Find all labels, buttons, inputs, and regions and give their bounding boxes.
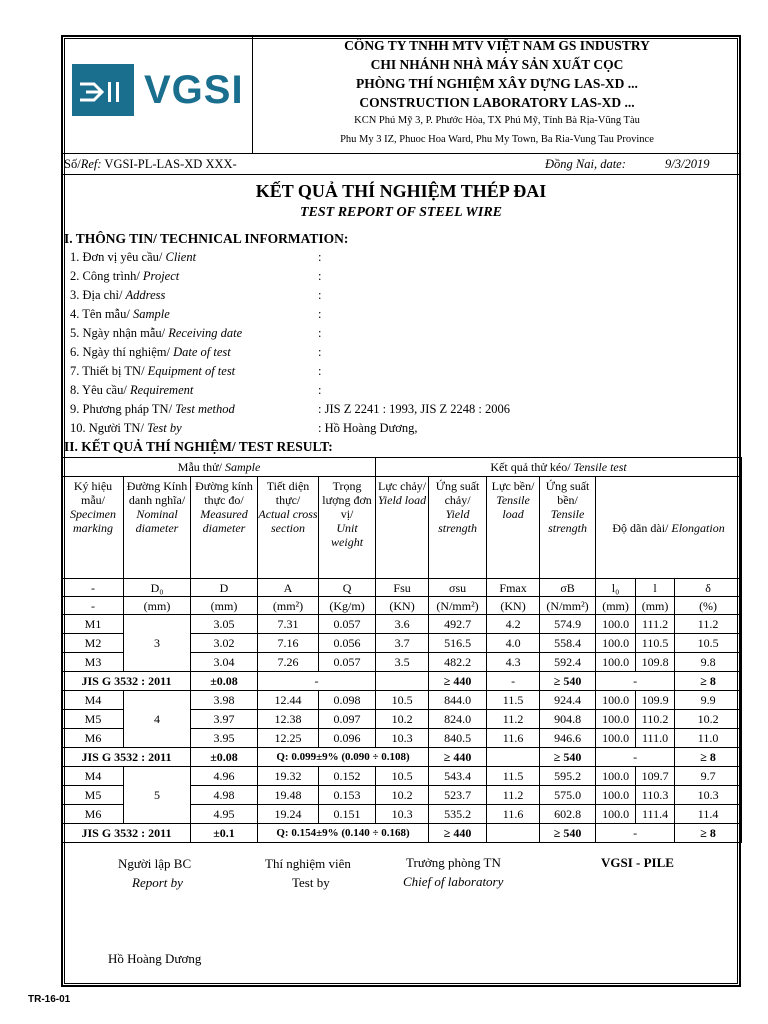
- company-sign-label: VGSI - PILE: [601, 855, 674, 870]
- table-cell: 10.5: [675, 634, 742, 653]
- column-header: Ký hiệu mẫu/ Specimen marking: [63, 477, 124, 579]
- table-cell: 9.7: [675, 767, 742, 786]
- column-header: Lực bền/ Tensile load: [487, 477, 540, 579]
- tensile-strength-requirement: ≥ 540: [540, 824, 596, 843]
- table-cell: M5: [63, 710, 124, 729]
- table-cell: 0.098: [319, 691, 376, 710]
- table-cell: 558.4: [540, 634, 596, 653]
- table-cell: 19.24: [258, 805, 319, 824]
- table-cell: 3.5: [376, 653, 429, 672]
- table-cell: 3.05: [191, 615, 258, 634]
- table-cell: 4.96: [191, 767, 258, 786]
- table-cell: 111.2: [636, 615, 675, 634]
- symbol-cell: -: [63, 579, 124, 597]
- info-value: :: [318, 364, 322, 378]
- table-cell: 4.0: [487, 634, 540, 653]
- symbol-cell: Fmax: [487, 579, 540, 597]
- unit-cell: (N/mm²): [429, 597, 487, 615]
- table-cell: 10.2: [675, 710, 742, 729]
- tensile-load-requirement: [487, 824, 540, 843]
- table-cell: 3.7: [376, 634, 429, 653]
- table-cell: 11.0: [675, 729, 742, 748]
- header-bottom-line: [62, 153, 740, 154]
- table-cell: 574.9: [540, 615, 596, 634]
- result-table: [62, 457, 742, 843]
- column-header: Trọng lượng đơn vị/ Unit weight: [319, 477, 376, 579]
- length-requirement: -: [596, 824, 675, 843]
- tensile-strength-requirement: ≥ 540: [540, 748, 596, 767]
- standard-row: [63, 748, 742, 767]
- table-cell: 595.2: [540, 767, 596, 786]
- weight-requirement: Q: 0.154±9% (0.140 ÷ 0.168): [258, 824, 429, 843]
- elongation-requirement: ≥ 8: [675, 748, 742, 767]
- table-cell: 11.2: [487, 710, 540, 729]
- nominal-diameter: 5: [124, 767, 191, 824]
- symbol-cell: Q: [319, 579, 376, 597]
- standard-name: JIS G 3532 : 2011: [63, 672, 191, 691]
- info-label: 2. Công trình/ Project: [70, 269, 180, 283]
- table-cell: 592.4: [540, 653, 596, 672]
- info-label: 5. Ngày nhận mẫu/ Receiving date: [70, 326, 243, 340]
- table-cell: M4: [63, 767, 124, 786]
- unit-cell: (N/mm²): [540, 597, 596, 615]
- table-cell: 3.95: [191, 729, 258, 748]
- address-en: Phu My 3 IZ, Phuoc Hoa Ward, Phu My Town, Ba Ria-Vung Tau Province: [340, 134, 654, 145]
- company-branch: CHI NHÁNH NHÀ MÁY SẢN XUẤT CỌC: [370, 57, 624, 72]
- symbol-cell: σsu: [429, 579, 487, 597]
- info-value: : JIS Z 2241 : 1993, JIS Z 2248 : 2006: [318, 402, 511, 416]
- column-header: Đường kính thực đo/ Measured diameter: [191, 477, 258, 579]
- table-cell: 109.8: [636, 653, 675, 672]
- table-cell: 543.4: [429, 767, 487, 786]
- unit-cell: (KN): [376, 597, 429, 615]
- length-requirement: -: [596, 748, 675, 767]
- table-cell: 110.3: [636, 786, 675, 805]
- unit-cell: (mm): [636, 597, 675, 615]
- diameter-tolerance: ±0.08: [191, 748, 258, 767]
- info-value: :: [318, 326, 322, 340]
- table-cell: 492.7: [429, 615, 487, 634]
- table-cell: 3.04: [191, 653, 258, 672]
- header-divider: [252, 36, 253, 153]
- table-cell: 7.31: [258, 615, 319, 634]
- table-cell: 19.48: [258, 786, 319, 805]
- table-cell: M3: [63, 653, 124, 672]
- column-header: Ứng suất chảy/ Yield strength: [429, 477, 487, 579]
- table-cell: 0.057: [319, 615, 376, 634]
- yield-strength-requirement: ≥ 440: [429, 748, 487, 767]
- table-cell: 3.98: [191, 691, 258, 710]
- table-cell: 100.0: [596, 653, 636, 672]
- symbol-cell: δ: [675, 579, 742, 597]
- standard-row: [63, 824, 742, 843]
- table-cell: 482.2: [429, 653, 487, 672]
- unit-cell: (mm²): [258, 597, 319, 615]
- table-cell: 0.057: [319, 653, 376, 672]
- table-cell: 824.0: [429, 710, 487, 729]
- weight-requirement: Q: 0.099±9% (0.090 ÷ 0.108): [258, 748, 429, 767]
- standard-row: [63, 672, 742, 691]
- table-cell: 9.8: [675, 653, 742, 672]
- tensile-group-header: Kết quả thử kéo/ Tensile test: [376, 458, 742, 477]
- symbol-cell: D₀: [124, 579, 191, 597]
- nominal-diameter: 4: [124, 691, 191, 748]
- table-cell: 904.8: [540, 710, 596, 729]
- diameter-tolerance: ±0.08: [191, 672, 258, 691]
- sample-group-header: Mẫu thử/ Sample: [63, 458, 376, 477]
- table-cell: 100.0: [596, 691, 636, 710]
- info-label: 10. Người TN/ Test by: [70, 421, 182, 435]
- section-technical-info: I. THÔNG TIN/ TECHNICAL INFORMATION:: [64, 231, 349, 246]
- length-requirement: -: [596, 672, 675, 691]
- unit-cell: (%): [675, 597, 742, 615]
- table-row: [63, 767, 742, 786]
- tester-label-en: Test by: [292, 875, 330, 890]
- nominal-diameter: 3: [124, 615, 191, 672]
- table-cell: 100.0: [596, 767, 636, 786]
- table-cell: 10.2: [376, 786, 429, 805]
- standard-name: JIS G 3532 : 2011: [63, 748, 191, 767]
- chief-label-vn: Trưởng phòng TN: [406, 855, 501, 870]
- ref-line: Số/Ref: VGSI-PL-LAS-XD XXX-: [64, 157, 237, 171]
- table-cell: 12.25: [258, 729, 319, 748]
- table-cell: 12.38: [258, 710, 319, 729]
- unit-cell: (mm): [596, 597, 636, 615]
- unit-cell: (mm): [191, 597, 258, 615]
- table-cell: 100.0: [596, 786, 636, 805]
- table-cell: 0.152: [319, 767, 376, 786]
- lab-name-en: CONSTRUCTION LABORATORY LAS-XD ...: [359, 95, 635, 110]
- company-name: CÔNG TY TNHH MTV VIỆT NAM GS INDUSTRY: [344, 38, 650, 53]
- logo-mark-icon: [72, 64, 134, 116]
- column-header: Ứng suất bền/ Tensile strength: [540, 477, 596, 579]
- table-cell: 100.0: [596, 729, 636, 748]
- column-header: Đường Kính danh nghĩa/ Nominal diameter: [124, 477, 191, 579]
- table-cell: 100.0: [596, 805, 636, 824]
- lab-name-vn: PHÒNG THÍ NGHIỆM XÂY DỰNG LAS-XD ...: [356, 76, 638, 91]
- table-cell: 840.5: [429, 729, 487, 748]
- section-test-result: II. KẾT QUẢ THÍ NGHIỆM/ TEST RESULT:: [64, 439, 333, 454]
- yield-load-requirement: [376, 672, 429, 691]
- logo-text: VGSI: [144, 68, 244, 112]
- table-cell: 4.95: [191, 805, 258, 824]
- symbol-cell: Fsu: [376, 579, 429, 597]
- table-cell: 523.7: [429, 786, 487, 805]
- address-vn: KCN Phú Mỹ 3, P. Phước Hòa, TX Phú Mỹ, Tỉnh Bà Rịa-Vũng Tàu: [354, 115, 640, 126]
- table-cell: 535.2: [429, 805, 487, 824]
- table-cell: 4.3: [487, 653, 540, 672]
- info-label: 4. Tên mẫu/ Sample: [70, 307, 170, 321]
- standard-name: JIS G 3532 : 2011: [63, 824, 191, 843]
- form-code: TR-16-01: [28, 994, 71, 1005]
- table-cell: 11.2: [487, 786, 540, 805]
- table-cell: M2: [63, 634, 124, 653]
- table-cell: 4.98: [191, 786, 258, 805]
- table-cell: M6: [63, 805, 124, 824]
- table-cell: 844.0: [429, 691, 487, 710]
- symbol-cell: σB: [540, 579, 596, 597]
- table-cell: 516.5: [429, 634, 487, 653]
- table-cell: 11.5: [487, 691, 540, 710]
- ref-bottom-line: [62, 174, 740, 175]
- table-cell: 11.2: [675, 615, 742, 634]
- tensile-load-requirement: -: [487, 672, 540, 691]
- report-by-label-vn: Người lập BC: [118, 856, 192, 871]
- symbol-cell: A: [258, 579, 319, 597]
- table-cell: 9.9: [675, 691, 742, 710]
- table-cell: 110.5: [636, 634, 675, 653]
- table-cell: 3.02: [191, 634, 258, 653]
- table-cell: 11.6: [487, 805, 540, 824]
- column-header: Độ dãn dài/ Elongation: [596, 477, 742, 579]
- yield-strength-requirement: ≥ 440: [429, 824, 487, 843]
- table-cell: 7.16: [258, 634, 319, 653]
- symbol-cell: l: [636, 579, 675, 597]
- info-value: :: [318, 345, 322, 359]
- table-cell: 111.4: [636, 805, 675, 824]
- info-value: :: [318, 269, 322, 283]
- table-cell: 0.153: [319, 786, 376, 805]
- table-cell: 11.6: [487, 729, 540, 748]
- table-cell: 10.3: [675, 786, 742, 805]
- vgsi-logo: [72, 64, 244, 116]
- table-cell: 100.0: [596, 615, 636, 634]
- table-cell: 10.2: [376, 710, 429, 729]
- table-cell: 100.0: [596, 710, 636, 729]
- info-label: 7. Thiết bị TN/ Equipment of test: [70, 364, 236, 378]
- table-cell: 10.3: [376, 805, 429, 824]
- info-value: :: [318, 383, 322, 397]
- info-value: :: [318, 250, 322, 264]
- tensile-strength-requirement: ≥ 540: [540, 672, 596, 691]
- table-cell: 7.26: [258, 653, 319, 672]
- table-cell: 946.6: [540, 729, 596, 748]
- table-cell: 602.8: [540, 805, 596, 824]
- table-cell: 110.2: [636, 710, 675, 729]
- table-cell: 10.5: [376, 691, 429, 710]
- weight-requirement: -: [258, 672, 376, 691]
- chief-label-en: Chief of laboratory: [403, 874, 504, 889]
- info-label: 1. Đơn vị yêu cầu/ Client: [70, 250, 197, 264]
- elongation-requirement: ≥ 8: [675, 672, 742, 691]
- report-title-en: TEST REPORT OF STEEL WIRE: [299, 205, 502, 220]
- symbol-cell: D: [191, 579, 258, 597]
- table-cell: 3.97: [191, 710, 258, 729]
- table-cell: M6: [63, 729, 124, 748]
- table-cell: 575.0: [540, 786, 596, 805]
- info-value: : Hồ Hoàng Dương,: [318, 421, 418, 435]
- tensile-load-requirement: [487, 748, 540, 767]
- table-cell: 12.44: [258, 691, 319, 710]
- table-cell: 924.4: [540, 691, 596, 710]
- table-cell: 0.151: [319, 805, 376, 824]
- unit-cell: (mm): [124, 597, 191, 615]
- table-cell: 109.9: [636, 691, 675, 710]
- info-value: :: [318, 288, 322, 302]
- column-header: Tiết diện thực/ Actual cross section: [258, 477, 319, 579]
- tester-label-vn: Thí nghiệm viên: [265, 856, 351, 871]
- table-cell: 0.096: [319, 729, 376, 748]
- table-cell: M1: [63, 615, 124, 634]
- report-by-label-en: Report by: [132, 875, 183, 890]
- unit-cell: (KN): [487, 597, 540, 615]
- table-cell: 10.5: [376, 767, 429, 786]
- yield-strength-requirement: ≥ 440: [429, 672, 487, 691]
- table-cell: 10.3: [376, 729, 429, 748]
- symbol-cell: l₀: [596, 579, 636, 597]
- unit-cell: (Kg/m): [319, 597, 376, 615]
- info-label: 9. Phương pháp TN/ Test method: [70, 402, 235, 416]
- table-cell: 4.2: [487, 615, 540, 634]
- table-cell: 109.7: [636, 767, 675, 786]
- table-cell: 0.097: [319, 710, 376, 729]
- diameter-tolerance: ±0.1: [191, 824, 258, 843]
- table-cell: 111.0: [636, 729, 675, 748]
- table-cell: 11.4: [675, 805, 742, 824]
- info-label: 3. Địa chỉ/ Address: [70, 288, 166, 302]
- table-cell: 3.6: [376, 615, 429, 634]
- table-row: [63, 691, 742, 710]
- info-label: 8. Yêu cầu/ Requirement: [70, 383, 194, 397]
- table-row: [63, 615, 742, 634]
- info-label: 6. Ngày thí nghiệm/ Date of test: [70, 345, 231, 359]
- date-label: Đồng Nai, date:: [545, 157, 626, 171]
- elongation-requirement: ≥ 8: [675, 824, 742, 843]
- table-cell: M4: [63, 691, 124, 710]
- table-cell: M5: [63, 786, 124, 805]
- column-header: Lực chảy/ Yield load: [376, 477, 429, 579]
- report-title-vn: KẾT QUẢ THÍ NGHIỆM THÉP ĐAI: [255, 181, 547, 201]
- reporter-name: Hồ Hoàng Dương: [108, 951, 202, 966]
- unit-cell: -: [63, 597, 124, 615]
- table-cell: 100.0: [596, 634, 636, 653]
- date-value: 9/3/2019: [665, 157, 710, 171]
- info-value: :: [318, 307, 322, 321]
- table-cell: 0.056: [319, 634, 376, 653]
- table-cell: 19.32: [258, 767, 319, 786]
- table-cell: 11.5: [487, 767, 540, 786]
